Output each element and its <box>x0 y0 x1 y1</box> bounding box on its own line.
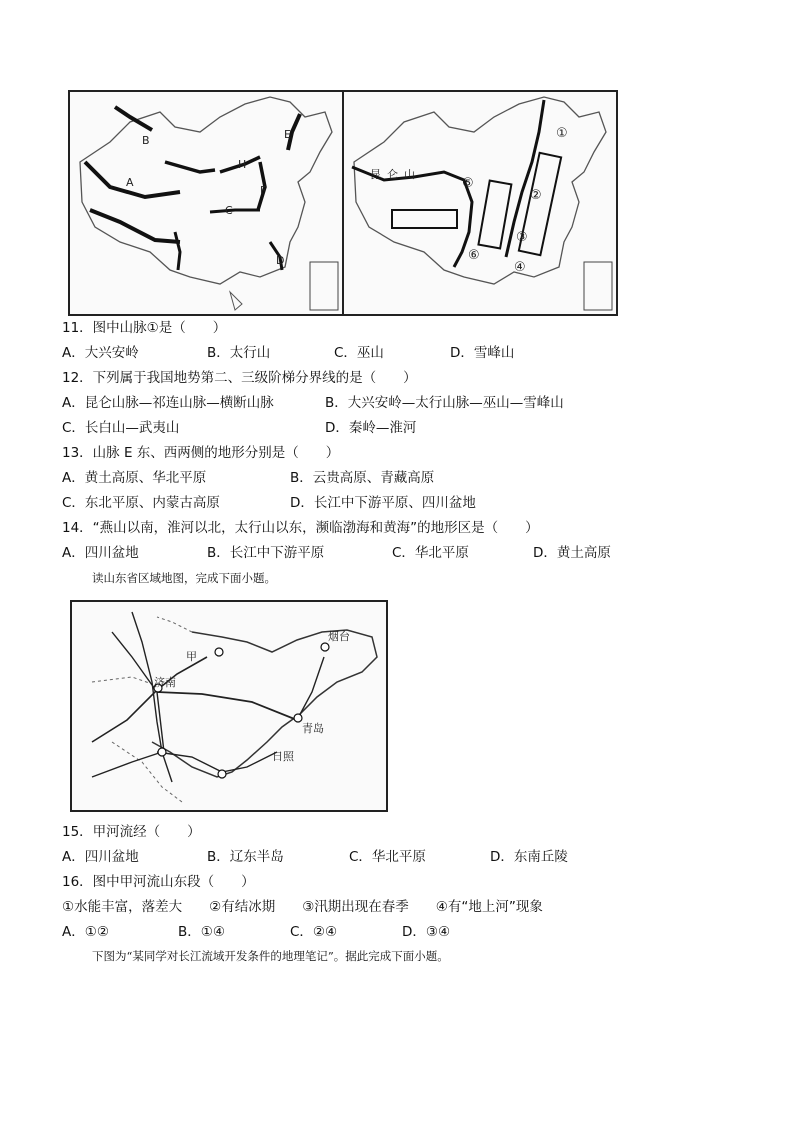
q12-option-a[interactable]: A．昆仑山脉—祁连山脉—横断山脉 <box>62 395 274 411</box>
q15-option-d[interactable]: D．东南丘陵 <box>490 849 568 865</box>
label-jinan: 济南 <box>154 676 176 689</box>
label-a: A <box>126 176 134 189</box>
map-shandong <box>70 600 388 812</box>
question-13-stem: 13．山脉 E 东、西两侧的地形分别是（ ） <box>62 445 340 461</box>
q16-option-a[interactable]: A．①② <box>62 924 109 940</box>
marker-2: ② <box>530 188 542 203</box>
q11-option-c[interactable]: C．巫山 <box>334 345 384 361</box>
label-f: F <box>260 184 267 197</box>
question-16-stem: 16．图中甲河流山东段（ ） <box>62 874 255 890</box>
marker-5: ⑤ <box>462 176 474 191</box>
q15-option-c[interactable]: C．华北平原 <box>349 849 426 865</box>
q11-option-d[interactable]: D．雪峰山 <box>450 345 515 361</box>
q14-option-a[interactable]: A．四川盆地 <box>62 545 139 561</box>
q16-option-c[interactable]: C．②④ <box>290 924 338 940</box>
q15-option-b[interactable]: B．辽东半岛 <box>207 849 284 865</box>
question-12-stem: 12．下列属于我国地势第二、三级阶梯分界线的是（ ） <box>62 370 417 386</box>
q14-option-d[interactable]: D．黄土高原 <box>533 545 611 561</box>
label-e: E <box>284 128 291 141</box>
label-rizhao: 日照 <box>272 750 294 763</box>
q11-option-b[interactable]: B．太行山 <box>207 345 271 361</box>
label-kunlun: 昆仑山 <box>370 168 421 181</box>
marker-3: ③ <box>516 230 528 245</box>
label-d: D <box>276 254 285 267</box>
q16-statements: ①水能丰富，落差大 ②有结冰期 ③汛期出现在春季 ④有“地上河”现象 <box>62 899 543 915</box>
q11-option-a[interactable]: A．大兴安岭 <box>62 345 139 361</box>
marker-4: ④ <box>514 260 526 275</box>
map-stairs-right <box>342 90 618 316</box>
q13-option-c[interactable]: C．东北平原、内蒙古高原 <box>62 495 220 511</box>
marker-1: ① <box>556 126 568 141</box>
q16-option-d[interactable]: D．③④ <box>402 924 451 940</box>
map-mountains-left <box>68 90 344 316</box>
label-c: C <box>225 204 233 217</box>
question-14-stem: 14．“燕山以南，淮河以北，太行山以东，濒临渤海和黄海”的地形区是（ ） <box>62 520 539 536</box>
label-b: B <box>142 134 150 147</box>
q12-option-d[interactable]: D．秦岭—淮河 <box>325 420 417 436</box>
q14-option-c[interactable]: C．华北平原 <box>392 545 469 561</box>
q15-option-a[interactable]: A．四川盆地 <box>62 849 139 865</box>
q16-option-b[interactable]: B．①④ <box>178 924 225 940</box>
q12-option-c[interactable]: C．长白山—武夷山 <box>62 420 180 436</box>
lead-yangtze: 下图为“某同学对长江流域开发条件的地理笔记”。据此完成下面小题。 <box>92 949 449 963</box>
lead-shandong: 读山东省区域地图，完成下面小题。 <box>92 571 276 585</box>
label-qingdao: 青岛 <box>302 722 324 735</box>
q14-option-b[interactable]: B．长江中下游平原 <box>207 545 325 561</box>
marker-6: ⑥ <box>468 248 480 263</box>
question-11-stem: 11．图中山脉①是（ ） <box>62 320 227 336</box>
label-h: H <box>238 158 247 171</box>
q13-option-b[interactable]: B．云贵高原、青藏高原 <box>290 470 435 486</box>
label-jia: 甲 <box>186 650 197 663</box>
q13-option-d[interactable]: D．长江中下游平原、四川盆地 <box>290 495 476 511</box>
q13-option-a[interactable]: A．黄土高原、华北平原 <box>62 470 207 486</box>
question-15-stem: 15．甲河流经（ ） <box>62 824 201 840</box>
q12-option-b[interactable]: B．大兴安岭—太行山脉—巫山—雪峰山 <box>325 395 564 411</box>
label-yantai: 烟台 <box>328 630 350 643</box>
